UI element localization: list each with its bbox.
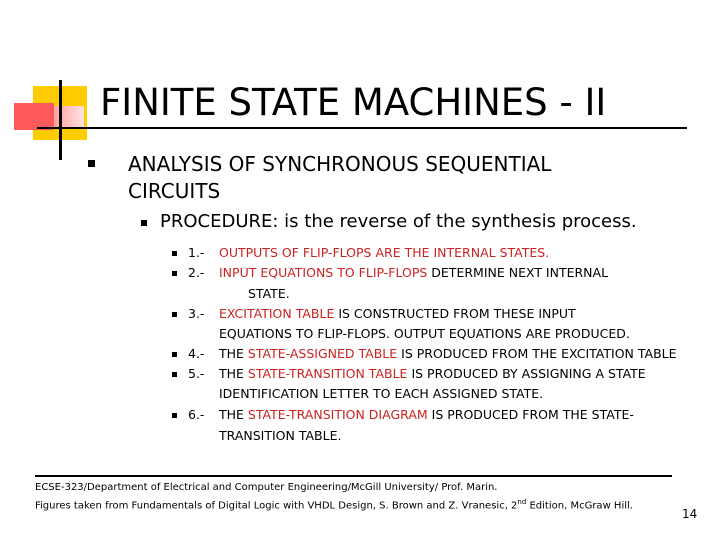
step-1-text: OUTPUTS OF FLIP-FLOPS ARE THE INTERNAL STATES. xyxy=(219,245,550,260)
bullet-icon xyxy=(172,271,177,276)
title-underline xyxy=(37,127,687,129)
footer-line1: ECSE-323/Department of Electrical and Computer Engineering/McGill University/ Prof. Marin. xyxy=(35,482,498,493)
step-6-line2: TRANSITION TABLE. xyxy=(219,428,342,443)
step-number: 1.- xyxy=(188,245,205,260)
decor-red-square xyxy=(14,103,54,130)
step-number: 4.- xyxy=(188,346,205,361)
step-2-line1 xyxy=(219,263,608,283)
footer-line2-b: Edition, McGraw Hill. xyxy=(526,500,633,512)
slide-title: FINITE STATE MACHINES - II xyxy=(100,81,607,124)
bullet-icon xyxy=(172,372,177,377)
step-6-line1 xyxy=(219,405,634,425)
level1-line1: ANALYSIS OF SYNCHRONOUS SEQUENTIAL xyxy=(128,152,552,176)
step-5-line1 xyxy=(219,364,646,384)
step-3-highlight: EXCITATION TABLE xyxy=(219,306,335,321)
step-6-prefix: THE xyxy=(219,407,248,422)
step-number: 5.- xyxy=(188,366,205,381)
step-5-line2: IDENTIFICATION LETTER TO EACH ASSIGNED STATE. xyxy=(219,386,544,401)
footer-superscript: nd xyxy=(517,498,527,506)
level1-line2: CIRCUITS xyxy=(128,179,221,203)
step-4-highlight: STATE-ASSIGNED TABLE xyxy=(247,346,398,361)
step-2-line2: STATE. xyxy=(248,286,290,301)
step-4-prefix: THE xyxy=(219,346,248,361)
bullet-icon xyxy=(88,160,95,167)
footer-line2-a: Figures taken from Fundamentals of Digital Logic with VHDL Design, S. Brown and Z. Vranesic, 2 xyxy=(35,500,518,512)
footer-line2 xyxy=(35,495,633,513)
step-5-rest: IS PRODUCED BY ASSIGNING A STATE xyxy=(407,366,646,381)
bullet-icon xyxy=(172,312,177,317)
page-number: 14 xyxy=(682,507,698,521)
step-number: 2.- xyxy=(188,265,205,280)
step-2-rest: DETERMINE NEXT INTERNAL xyxy=(427,265,609,280)
step-6-rest: IS PRODUCED FROM THE STATE- xyxy=(427,407,634,422)
step-4-text xyxy=(219,344,677,364)
bullet-icon xyxy=(141,220,147,226)
step-number: 3.- xyxy=(188,306,205,321)
step-3-line1 xyxy=(219,304,576,324)
bullet-icon xyxy=(172,251,177,256)
step-2-highlight: INPUT EQUATIONS TO FLIP-FLOPS xyxy=(219,265,428,280)
step-4-rest: IS PRODUCED FROM THE EXCITATION TABLE xyxy=(397,346,677,361)
step-6-highlight: STATE-TRANSITION DIAGRAM xyxy=(247,407,428,422)
step-3-line2: EQUATIONS TO FLIP-FLOPS. OUTPUT EQUATIONS ARE PRODUCED. xyxy=(219,326,630,341)
step-5-prefix: THE xyxy=(219,366,248,381)
step-3-rest: IS CONSTRUCTED FROM THESE INPUT xyxy=(334,306,576,321)
decor-vertical-line xyxy=(59,80,62,160)
procedure-text: PROCEDURE: is the reverse of the synthesis process. xyxy=(160,211,637,232)
step-5-highlight: STATE-TRANSITION TABLE xyxy=(247,366,408,381)
footer-rule xyxy=(35,475,672,477)
bullet-icon xyxy=(172,413,177,418)
bullet-icon xyxy=(172,352,177,357)
step-number: 6.- xyxy=(188,407,205,422)
